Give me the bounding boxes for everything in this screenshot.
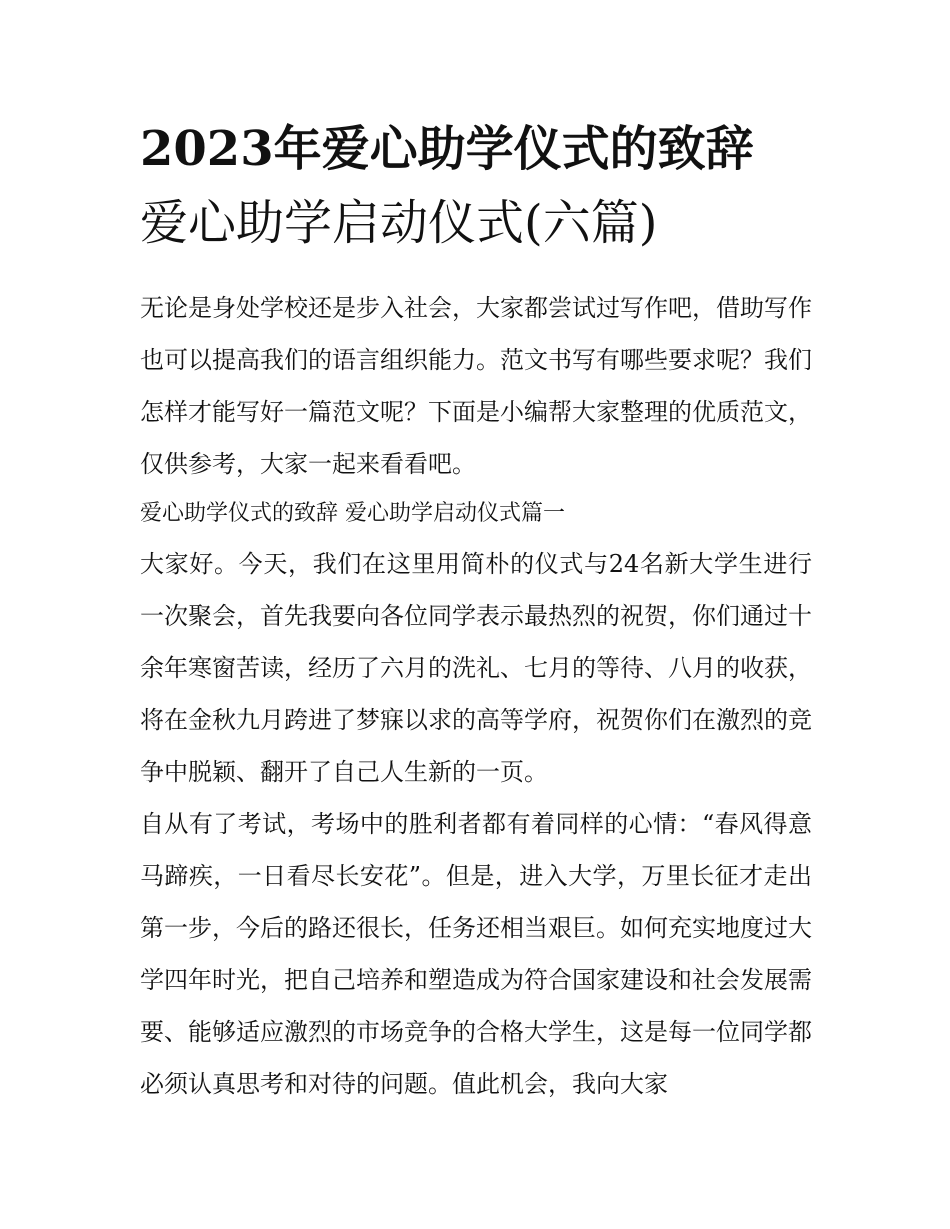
- intro-paragraph: 无论是身处学校还是步入社会，大家都尝试过写作吧，借助写作也可以提高我们的语言组织能力。范文书写有哪些要求呢？我们怎样才能写好一篇范文呢？下面是小编帮大家整理的优质范文，仅供参考，大家一起来看看吧。: [140, 294, 812, 478]
- title-line-1: 2023年爱心助学仪式的致辞: [140, 121, 754, 177]
- body-paragraph-2: 自从有了考试，考场中的胜利者都有着同样的心情：“春风得意马蹄疾，一日看尽长安花”。但是，进入大学，万里长征才走出第一步，今后的路还很长，任务还相当艰巨。如何充实地度过大学四年时光，把自己培养和塑造成为符合国家建设和社会发展需要、能够适应激烈的市场竞争的合格大学生，这是每一位同学都必须认真思考和对待的问题。值此机会，我向大家: [140, 810, 812, 1098]
- document-page: [140, 112, 812, 1110]
- document-title: [140, 112, 812, 260]
- section-heading: 爱心助学仪式的致辞 爱心助学启动仪式篇一: [140, 501, 565, 526]
- title-line-2: 爱心助学启动仪式(六篇): [140, 195, 658, 251]
- body-paragraph-1: 大家好。今天，我们在这里用简朴的仪式与24名新大学生进行一次聚会，首先我要向各位同学表示最热烈的祝贺，你们通过十余年寒窗苦读，经历了六月的洗礼、七月的等待、八月的收获，将在金秋九月跨进了梦寐以求的高等学府，祝贺你们在激烈的竞争中脱颖、翻开了自己人生新的一页。: [140, 550, 812, 786]
